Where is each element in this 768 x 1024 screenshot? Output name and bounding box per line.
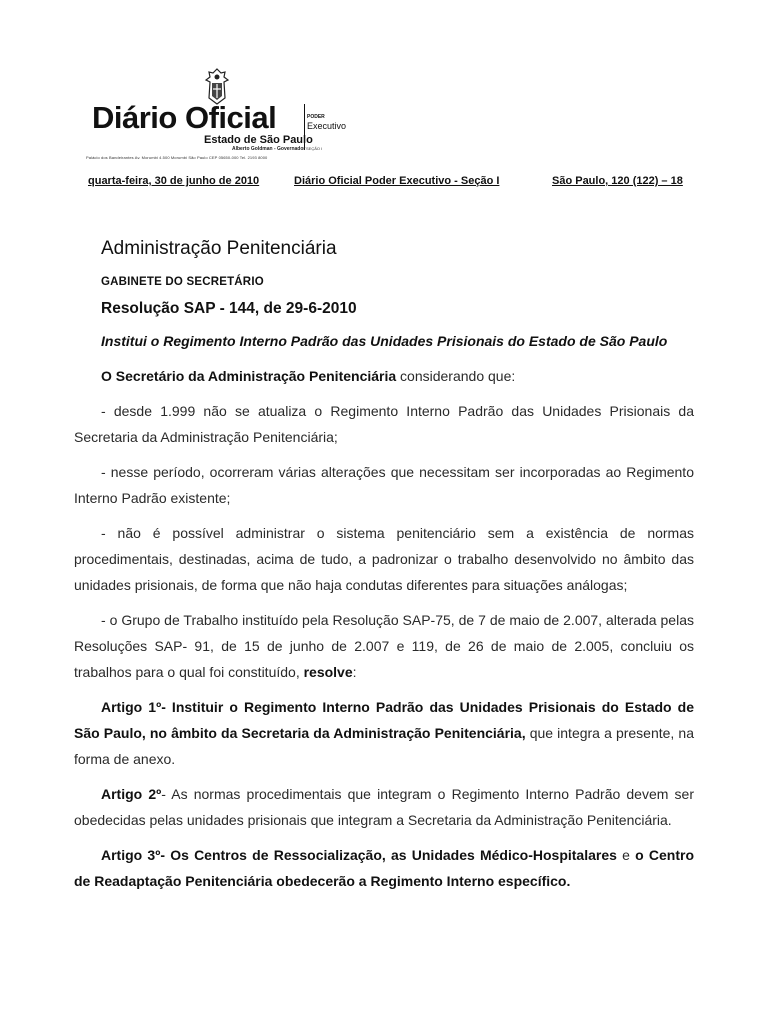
intro-paragraph (74, 363, 694, 389)
masthead-address: Palácio dos Bandeirantes Av. Morumbi 4.500 Morumbi São Paulo CEP 05650-000 Tel. 2193 8000 (86, 155, 268, 160)
header-city-issue: São Paulo, 120 (122) – 18 (552, 175, 683, 187)
considerando-4 (74, 607, 694, 685)
article-2-bold: Artigo 2º (101, 786, 162, 802)
article-3-connector: e (616, 847, 636, 863)
resolve-tail: : (352, 664, 357, 680)
intro-bold: O Secretário da Administração Penitenciária (101, 368, 397, 384)
office-heading: GABINETE DO SECRETÁRIO (101, 276, 264, 288)
section-title: Administração Penitenciária (101, 238, 337, 259)
intro-rest: considerando que: (396, 368, 516, 384)
article-3-bold-b: o Centro de Readaptação Penitenciária obedecerão a Regimento Interno específico. (74, 847, 694, 889)
article-1-bold: Artigo 1º- Instituir o Regimento Interno Padrão das Unidades Prisionais do Estado de São Paulo, no âmbito da Secretaria da Administração Penitenciária, (74, 699, 694, 741)
masthead (86, 64, 348, 164)
article-2 (74, 781, 694, 833)
article-3-bold-a: Artigo 3º- Os Centros de Ressocialização, as Unidades Médico-Hospitalares (101, 847, 617, 863)
resolution-heading: Resolução SAP - 144, de 29-6-2010 (101, 300, 357, 317)
masthead-section-small: SEÇÃO I (306, 146, 323, 151)
considerando-4-text: - o Grupo de Trabalho instituído pela Resolução SAP-75, de 7 de maio de 2.007, alterada pelas Resoluções SAP- 91, de 15 de junho de 2.007 e 119, de 26 de maio de 2.005, concluiu os trabalhos para o qual foi constituído, (74, 612, 694, 680)
considerando-3: - não é possível administrar o sistema penitenciário sem a existência de normas procedimentais, destinadas, acima de tudo, a padronizar o trabalho desenvolvido no âmbito das unidades prisionais, de forma que não haja condutas diferentes para situações análogas; (74, 525, 694, 593)
article-2-rest: - As normas procedimentais que integram o Regimento Interno Padrão devem ser obedecidas pelas unidades prisionais que integram a Secretaria da Administração Penitenciária. (74, 786, 694, 828)
considerando-1: - desde 1.999 não se atualiza o Regimento Interno Padrão das Unidades Prisionais da Secretaria da Administração Penitenciária; (74, 403, 694, 445)
article-3 (74, 842, 694, 894)
resolve-word: resolve (303, 664, 353, 680)
considerando-2: - nesse período, ocorreram várias alterações que necessitam ser incorporadas ao Regimento Interno Padrão existente; (74, 464, 694, 506)
header-publication: Diário Oficial Poder Executivo - Seção I (294, 175, 500, 187)
document-body (74, 236, 694, 894)
header-date: quarta-feira, 30 de junho de 2010 (88, 175, 260, 187)
masthead-power-label: PODER (307, 114, 325, 120)
resolution-summary: Institui o Regimento Interno Padrão das Unidades Prisionais do Estado de São Paulo (101, 333, 668, 349)
masthead-power-name: Executivo (307, 121, 347, 131)
article-1-rest: que integra a presente, na forma de anexo. (74, 725, 694, 767)
masthead-title: Diário Oficial (92, 100, 277, 135)
masthead-state: Estado de São Paulo (204, 134, 313, 146)
article-1 (74, 694, 694, 772)
masthead-governor: Alberto Goldman - Governador (232, 146, 306, 152)
